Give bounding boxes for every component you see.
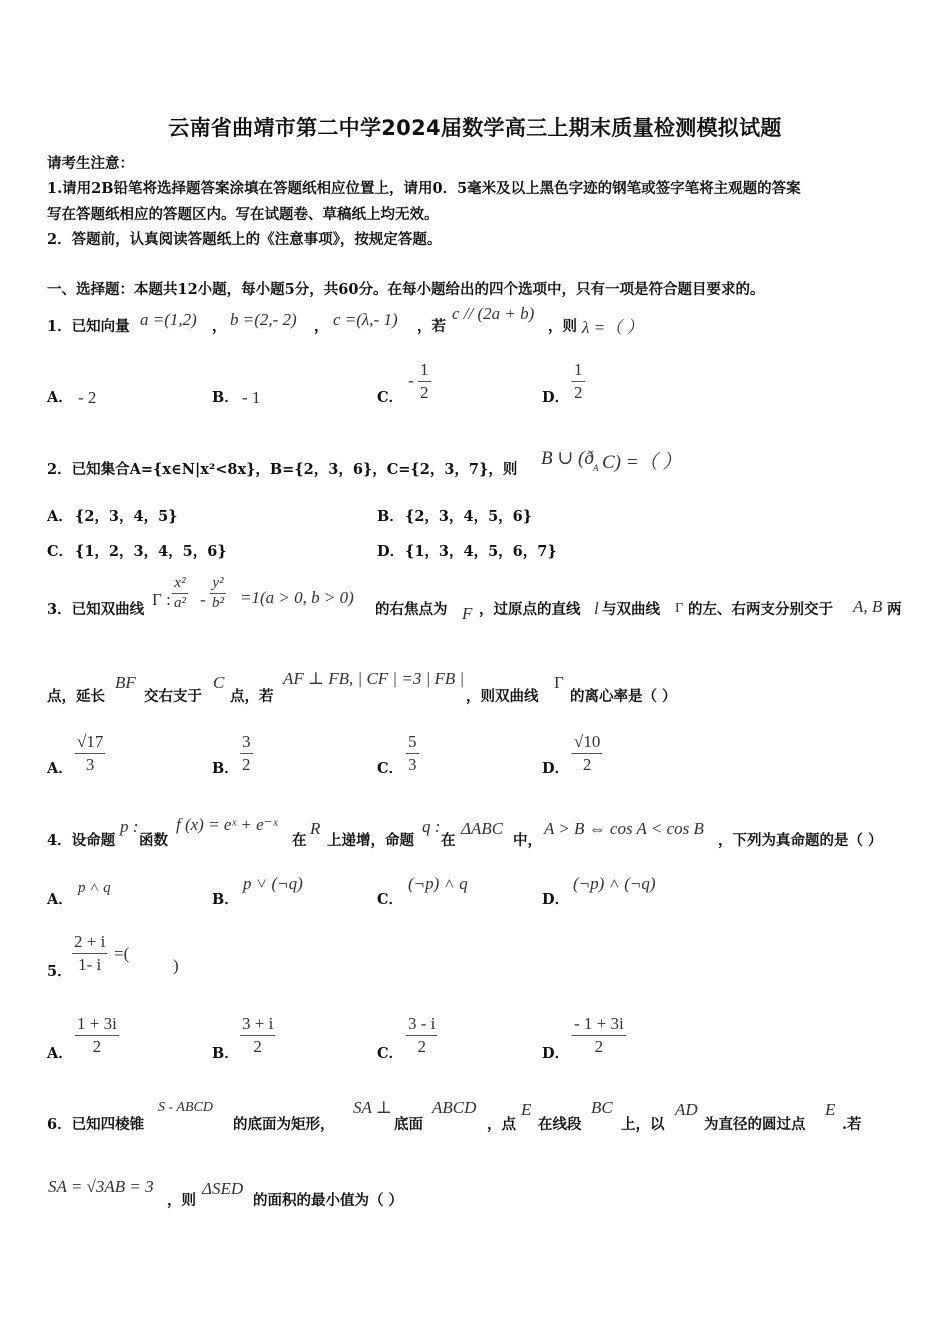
q1-option-d-label[interactable]: D． [542,389,570,406]
q6-sa-perp: SA ⊥ [353,1098,392,1117]
q6-text: .若 [842,1116,862,1133]
q3-option-c-num: 5 [408,732,417,751]
q3-text: 点，若 [230,688,274,705]
q4-text: 上递增，命题 [327,832,414,849]
q2-option-b-label[interactable]: B． [377,508,404,525]
q2-subscript: A [593,463,599,473]
q2-option-d[interactable]: {1，3，4，5，6，7} [405,543,557,560]
q3-equation: =1(a > 0, b > 0) [240,588,354,607]
q6-text: ，则 [167,1192,196,1209]
notice-heading: 请考生注意： [47,155,134,172]
q5-fraction-den: 1- i [78,955,102,974]
q3-text: 两 [887,601,902,618]
q4-option-a[interactable]: p ˄ q [78,880,111,896]
q2-option-a[interactable]: {2，3，4，5} [75,508,178,525]
q6-point-e: E [825,1100,836,1119]
section-heading: 一、选择题：本题共12小题，每小题5分，共60分。在每小题给出的四个选项中，只有一项是符合题目要求的。 [47,281,765,298]
q1-option-c-sign[interactable]: - [408,371,414,390]
q4-option-d-label[interactable]: D． [542,891,570,908]
q6-text: 的底面为矩形， [233,1116,335,1133]
q4-proposition-p: p : [120,817,139,836]
q5-option-d-den: 2 [594,1037,604,1056]
q3-focus: F [462,604,473,623]
q5-option-b-label[interactable]: B． [212,1045,239,1062]
q5-option-b[interactable] [240,1014,275,1057]
q5-option-c[interactable] [406,1014,437,1057]
q6-text: 底面 [394,1116,423,1133]
q2-option-a-label[interactable]: A． [47,508,73,525]
q3-condition: AF ⊥ FB, | CF | =3 | FB | [283,669,465,688]
q5-equals: =( [114,944,130,963]
q2-option-c[interactable]: {1，2，3，4，5，6} [75,543,227,560]
q3-y-den: b² [212,595,224,611]
q4-reals: R [310,819,321,838]
q6-text: 6．已知四棱锥 [47,1116,145,1133]
q6-triangle: ΔSED [202,1179,244,1198]
q5-option-a[interactable] [75,1014,119,1057]
q4-function: f (x) = eˣ + e⁻ˣ [176,815,278,834]
q1-option-d-num: 1 [574,360,583,379]
q3-gamma: Γ [675,601,684,616]
q1-comma: ， [212,318,227,335]
q1-vector-a: a =(1,2) [140,310,197,329]
q5-option-a-den: 2 [92,1037,102,1056]
q3-text: 3．已知双曲线 [47,601,145,618]
q4-triangle: ΔABC [461,819,504,838]
q3-gamma: Γ [554,673,564,692]
q3-option-d[interactable] [572,732,602,775]
q2-expression-end: C) =（ ） [602,452,682,473]
q3-point-c: C [213,673,225,692]
q2-option-b[interactable]: {2，3，4，5，6} [405,508,533,525]
q4-option-c-label[interactable]: C． [377,891,404,908]
q5-close-paren: ) [173,956,179,975]
q3-option-a-num: √17 [77,732,104,751]
q3-option-c-label[interactable]: C． [377,760,404,777]
q4-text: 4．设命题 [47,832,116,849]
q3-minus: - [200,590,206,609]
q4-text: ，下列为真命题的是（ ） [718,832,883,849]
q3-text: 与双曲线 [602,601,660,618]
q4-text: 在 [441,832,456,849]
q1-option-b-label[interactable]: B． [212,389,239,406]
q1-option-a[interactable]: - 2 [78,388,97,407]
q3-option-c[interactable] [406,732,419,775]
q3-option-b-num: 3 [242,732,251,751]
q4-text: 在 [292,832,307,849]
q4-option-b[interactable]: p ˅ (¬q) [243,874,303,893]
q3-option-c-den: 3 [408,755,417,774]
q3-gamma: Γ : [152,590,171,609]
q1-vector-b: b =(2,- 2) [230,310,297,329]
q5-option-d-num: - 1 + 3i [574,1014,624,1033]
q5-fraction-num: 2 + i [74,932,106,951]
notice-line-1b: 写在答题纸相应的答题区内。写在试题卷、草稿纸上均无效。 [47,206,439,223]
q6-condition: SA = √3AB = 3 [48,1177,154,1196]
q3-option-d-num: √10 [574,732,601,751]
q3-y-num: y² [212,575,224,591]
q5-number: 5． [47,963,72,980]
q6-text: 上，以 [621,1116,665,1133]
q1-option-b[interactable]: - 1 [242,388,261,407]
q3-x-fraction [172,575,188,612]
q4-condition: A > B ⇔ cos A < cos B [544,819,704,838]
q3-line: l [594,599,599,618]
q5-option-c-label[interactable]: C． [377,1045,404,1062]
q3-y-fraction [210,575,226,612]
q4-option-b-label[interactable]: B． [212,891,239,908]
q6-text: 在线段 [538,1116,582,1133]
q3-text: 的右焦点为 [375,601,448,618]
q1-lambda: λ =（ ） [582,318,644,337]
q1-option-d-den: 2 [574,383,583,402]
q4-option-a-label[interactable]: A． [47,891,73,908]
q3-option-a-den: 3 [85,755,95,774]
q2-expression: B ∪ (ð [541,448,594,469]
q1-option-c-label[interactable]: C． [377,389,404,406]
q2-option-d-label[interactable]: D． [377,543,405,560]
q5-option-a-label[interactable]: A． [47,1045,73,1062]
q6-text: 为直径的圆过点 [704,1116,806,1133]
q6-segment-ad: AD [675,1100,698,1119]
q5-option-d[interactable] [572,1014,626,1057]
q3-option-b-label[interactable]: B． [212,760,239,777]
q5-option-c-den: 2 [417,1037,426,1056]
notice-line-2: 2．答题前，认真阅读答题纸上的《注意事项》，按规定答题。 [47,231,442,248]
q5-fraction [72,932,107,975]
q1-text: 1．已知向量 [47,318,130,335]
q4-text: 函数 [139,832,168,849]
q4-proposition-q: q : [422,817,441,836]
q3-x-den: a² [174,595,186,611]
q1-comma: ， [314,318,329,335]
q1-option-c[interactable] [418,360,431,403]
page-title: 云南省曲靖市第二中学2024届数学高三上期末质量检测模拟试题 [168,116,782,140]
q1-option-d[interactable] [572,360,585,403]
q3-x-num: x² [174,575,186,591]
q6-text: 的面积的最小值为（ ） [253,1192,404,1209]
q4-option-c[interactable]: (¬p) ˄ q [408,874,468,893]
q3-text: ，则双曲线 [466,688,539,705]
q3-text: ，过原点的直线 [479,601,581,618]
q5-option-c-num: 3 - i [408,1014,436,1033]
q3-option-a-label[interactable]: A． [47,760,73,777]
q3-option-b[interactable] [240,732,253,775]
q3-text: 的左、右两支分别交于 [688,601,833,618]
q5-option-a-num: 1 + 3i [77,1014,117,1033]
q6-base: ABCD [432,1098,477,1117]
q3-option-b-den: 2 [242,755,251,774]
q1-condition: c // (2a + b) [452,304,535,323]
q3-option-d-label[interactable]: D． [542,760,570,777]
q3-option-d-den: 2 [582,755,592,774]
q4-option-d[interactable]: (¬p) ˄ (¬q) [573,874,656,893]
q1-if: ，若 [417,318,446,335]
q6-pyramid: S - ABCD [158,1100,213,1115]
q1-option-c-den: 2 [420,383,429,402]
q5-option-b-num: 3 + i [242,1014,274,1033]
q3-option-a[interactable] [75,732,105,775]
q3-text: 的离心率是（ ） [570,688,677,705]
q2-text: 2．已知集合A={x∈N|x²<8x}，B={2，3，6}，C={2，3，7}，则 [47,461,518,478]
q3-bf: BF [115,673,136,692]
q6-point-e: E [521,1100,532,1119]
notice-line-1a: 1.请用2B铅笔将选择题答案涂填在答题纸相应位置上，请用0．5毫米及以上黑色字迹的钢笔或签字笔将主观题的答案 [47,180,801,197]
q1-vector-c: c =(λ,- 1) [333,310,398,329]
q4-text: 中， [513,832,542,849]
q2-option-c-label[interactable]: C． [47,543,74,560]
q5-option-d-label[interactable]: D． [542,1045,570,1062]
q3-text: 点，延长 [47,688,105,705]
q1-then: ，则 [548,318,577,335]
q3-points-ab: A, B [853,597,883,616]
q3-text: 交右支于 [144,688,202,705]
q1-option-a-label[interactable]: A． [47,389,73,406]
q5-option-b-den: 2 [253,1037,262,1056]
q1-option-c-num: 1 [420,360,429,379]
q6-text: ，点 [487,1116,516,1133]
q6-segment-bc: BC [591,1098,613,1117]
